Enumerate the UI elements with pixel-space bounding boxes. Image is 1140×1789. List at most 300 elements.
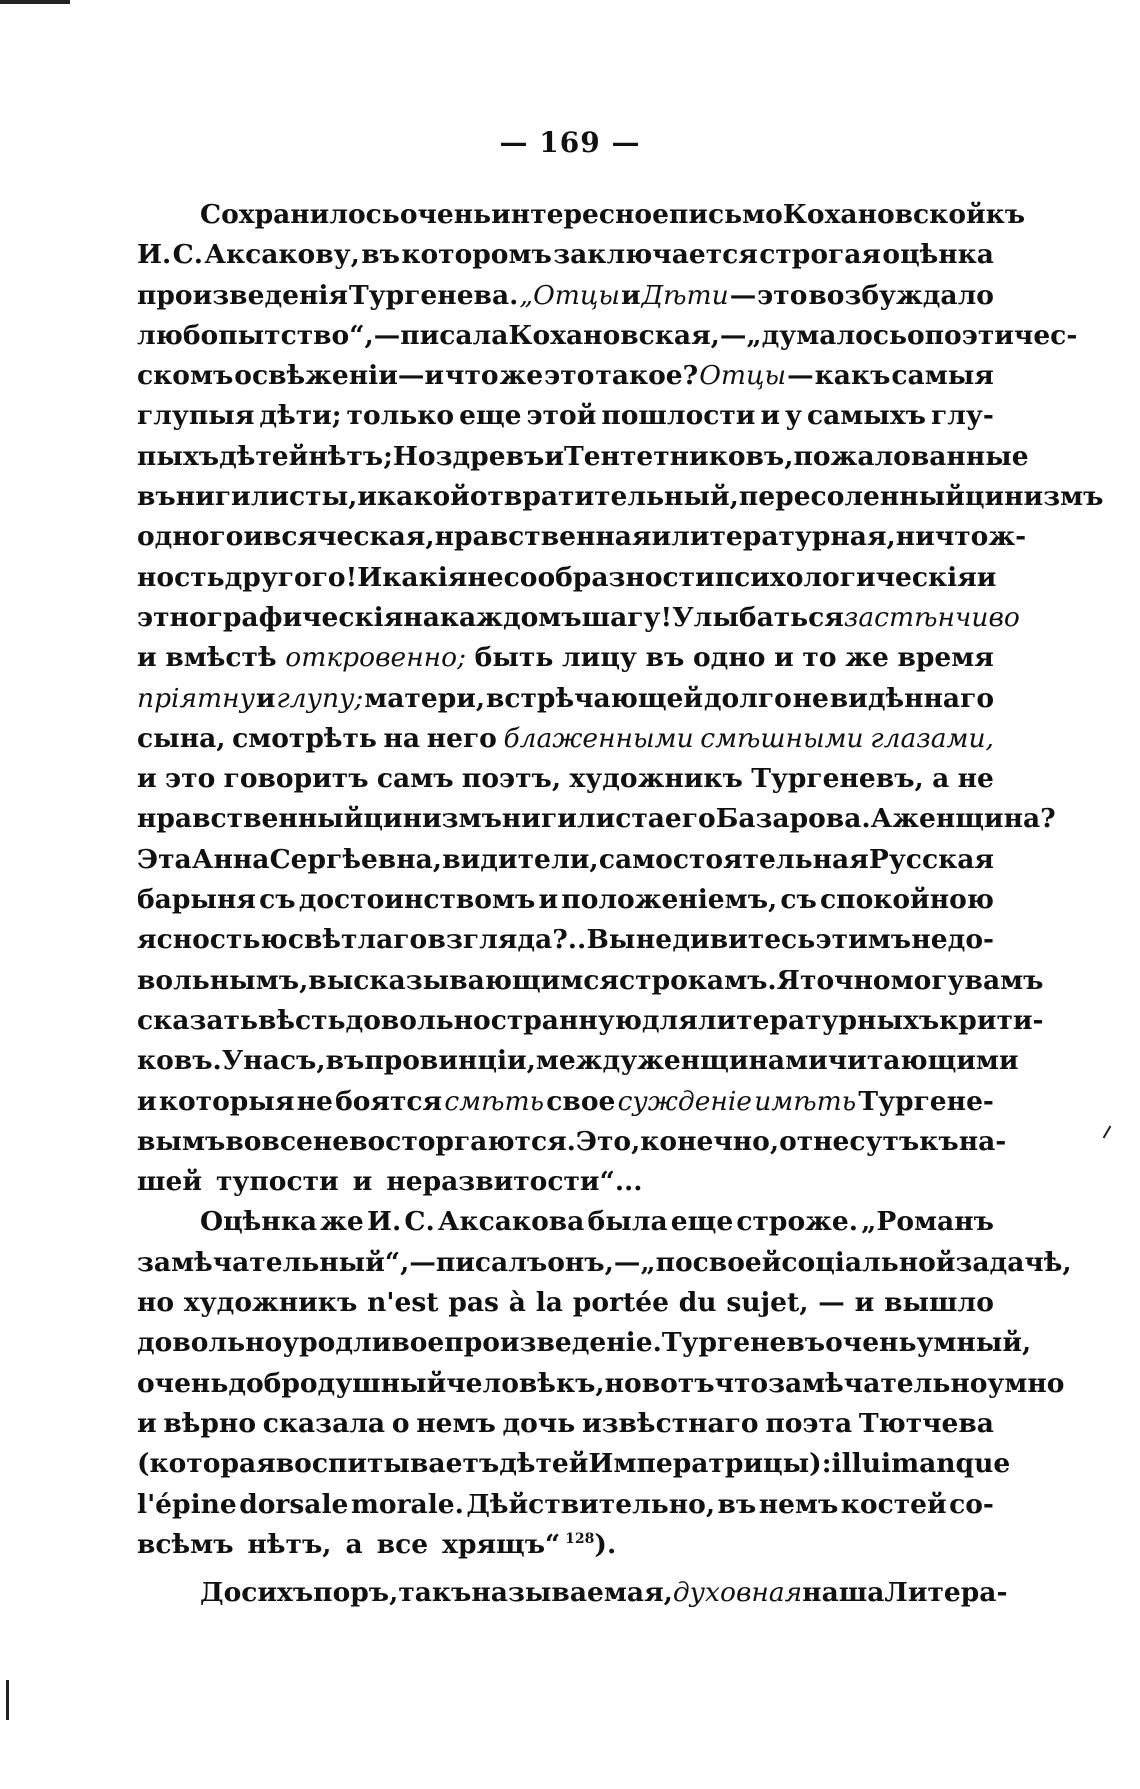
word: всѣмъ <box>137 1528 234 1560</box>
word: очень <box>825 1327 917 1359</box>
text-line <box>137 679 994 719</box>
word: Тургеневъ, <box>751 763 924 795</box>
text-line <box>137 799 1056 839</box>
word: Анна <box>191 843 270 875</box>
word: что <box>445 360 499 392</box>
word: говоритъ <box>223 763 369 795</box>
word: Кохановская,—„думалось <box>508 319 907 351</box>
word: довольно <box>137 1327 283 1359</box>
word: отнесутъ <box>779 1125 920 1157</box>
word: ничтож- <box>895 521 1027 553</box>
word: sujet, <box>726 1287 809 1319</box>
word: называемая, <box>471 1577 673 1609</box>
word: и <box>760 400 781 432</box>
word: немъ <box>758 1488 839 1520</box>
word: вольнымъ, <box>137 964 309 996</box>
word: сказать <box>137 1004 258 1036</box>
text-line <box>137 1444 1011 1484</box>
word: и <box>357 481 378 513</box>
word: провинціи, <box>364 1045 536 1077</box>
word: il <box>831 1448 852 1480</box>
word: освѣженіи—и <box>234 360 445 392</box>
word: замѣчательно <box>768 1367 988 1399</box>
word: сына, <box>137 722 226 754</box>
word: такъ <box>398 1577 472 1609</box>
word: Литера- <box>884 1577 1008 1609</box>
word: дѣти; <box>259 400 342 432</box>
text-line <box>137 1122 1007 1162</box>
word: вѣсть <box>257 1004 346 1036</box>
text-line <box>137 356 994 396</box>
word: не <box>635 924 673 956</box>
text-line <box>137 1202 994 1242</box>
word: же <box>320 1206 364 1238</box>
word: между <box>535 1045 638 1077</box>
word: глупыя <box>137 400 255 432</box>
word: у <box>785 400 803 432</box>
text-line <box>137 1573 1008 1613</box>
word: вотъ <box>641 1367 715 1399</box>
word: и <box>620 279 641 311</box>
word: Тургеневъ <box>661 1327 826 1359</box>
text-line <box>137 1162 994 1202</box>
word: достоинствомъ <box>298 884 536 916</box>
word: цинизмъ <box>363 803 502 835</box>
text-line <box>137 437 1029 477</box>
text-line <box>137 1323 1032 1363</box>
word: свое <box>546 1085 616 1117</box>
word: человѣкъ, <box>446 1367 605 1399</box>
word: Дѣйствительно, <box>466 1488 716 1520</box>
word: еще <box>459 400 522 432</box>
word: задачѣ, <box>955 1246 1072 1278</box>
word: не <box>296 1085 333 1117</box>
word: дѣтей <box>219 440 309 472</box>
word: — <box>818 1287 845 1319</box>
word: поръ, <box>313 1577 399 1609</box>
word: спокойною <box>820 884 994 916</box>
word: интересное <box>491 199 669 230</box>
word: и <box>243 521 263 553</box>
word: своей <box>692 1246 782 1278</box>
word: письмо <box>668 199 783 230</box>
word: литературныхъ <box>697 1004 940 1036</box>
word: У <box>221 1045 244 1077</box>
word: для <box>641 1004 698 1036</box>
word: воспитываетъ <box>275 1448 500 1480</box>
word: Улыбаться <box>672 601 844 633</box>
word: самъ <box>376 763 454 795</box>
word: самыя <box>891 360 994 392</box>
word: и <box>651 521 672 553</box>
word: добродушный <box>228 1367 447 1399</box>
word: lui <box>851 1448 892 1480</box>
text-line <box>137 517 1027 557</box>
word: костей <box>840 1488 947 1520</box>
word: барыня <box>137 884 256 916</box>
word: Дѣти <box>641 279 729 311</box>
word: съ <box>780 884 817 916</box>
word: С. <box>404 1206 435 1238</box>
word: дивитесь <box>672 924 816 956</box>
word: къ <box>985 199 1026 230</box>
word: Аксакова <box>437 1206 585 1238</box>
word: оцѣнка <box>882 239 994 271</box>
word: высказывающимся <box>308 964 620 996</box>
word: вышло <box>884 1287 994 1319</box>
word: и <box>137 1407 157 1439</box>
word: откровенно; <box>285 642 466 674</box>
word: Сохранилось <box>200 199 400 230</box>
word: цинизмъ <box>964 481 1104 513</box>
word: въ <box>361 239 400 271</box>
word: крити- <box>939 1004 1044 1036</box>
word: пошлости <box>601 400 756 432</box>
word: это <box>757 279 808 311</box>
word: n'est <box>367 1287 439 1319</box>
text-line <box>137 880 994 920</box>
word: только <box>346 400 455 432</box>
word: смѣть <box>444 1085 545 1117</box>
text-line <box>137 1243 1072 1283</box>
word: ность <box>137 561 225 593</box>
word: него <box>426 722 497 754</box>
word: какія <box>382 561 468 593</box>
word: Отцы <box>699 360 787 392</box>
word: morale. <box>350 1488 464 1520</box>
text-line <box>137 961 1044 1001</box>
word: дочь <box>502 1407 576 1439</box>
word: то <box>802 642 837 674</box>
body-text <box>137 195 1104 1613</box>
word: замѣчательный“,—писалъ <box>137 1246 548 1278</box>
word: не <box>312 1125 350 1157</box>
word: какъ <box>814 360 891 392</box>
text-line <box>137 1001 1044 1041</box>
word: несообразности <box>467 561 715 593</box>
word: встрѣчающей <box>485 682 704 714</box>
word: быть <box>474 642 554 674</box>
word: глу- <box>930 400 994 432</box>
word: соціальной <box>781 1246 956 1278</box>
word: недо- <box>911 924 994 956</box>
text-line <box>137 759 994 799</box>
word: и <box>137 763 157 795</box>
word: а <box>932 763 950 795</box>
word: въ <box>137 481 176 513</box>
word: видите <box>442 843 551 875</box>
word: А <box>870 803 893 835</box>
word: и <box>137 1085 157 1117</box>
word: еще <box>670 1206 734 1238</box>
word: пріятну <box>137 682 256 714</box>
word: произведеніе. <box>444 1327 662 1359</box>
word: восторгаются. <box>349 1125 576 1157</box>
word: „Романъ <box>861 1206 994 1238</box>
word: шагу! <box>581 601 673 633</box>
word: а <box>345 1528 363 1560</box>
word: dorsale <box>239 1488 349 1520</box>
word: умный, <box>916 1327 1032 1359</box>
word: на <box>403 601 440 633</box>
text-line <box>137 1041 1019 1081</box>
text-line <box>137 316 1078 356</box>
text-line <box>137 920 994 960</box>
word: на- <box>958 1125 1007 1157</box>
word: смѣшными <box>700 722 864 754</box>
word: pas <box>448 1287 499 1319</box>
word: глазами, <box>870 722 994 754</box>
word: поэтъ, <box>461 763 562 795</box>
word: и <box>255 682 276 714</box>
word: уродливое <box>282 1327 445 1359</box>
word: о <box>906 319 925 351</box>
word: пыхъ <box>137 440 220 472</box>
word: шей <box>137 1166 202 1198</box>
word: о <box>391 1407 410 1439</box>
word: очень <box>137 1367 229 1399</box>
word: и <box>774 642 794 674</box>
word: боятся <box>335 1085 443 1117</box>
word: все <box>376 1528 429 1560</box>
word: извѣстнаго <box>581 1407 759 1439</box>
word: немъ <box>416 1407 496 1439</box>
text-line <box>137 1485 994 1525</box>
word: Тентетниковъ, <box>563 440 794 472</box>
word: блаженными <box>503 722 694 754</box>
word: точно <box>800 964 891 996</box>
word: du <box>678 1287 717 1319</box>
word: самыхъ <box>806 400 927 432</box>
word: со- <box>949 1488 994 1520</box>
scan-speck <box>1103 1125 1112 1138</box>
word: Сергѣевна, <box>269 843 443 875</box>
word: и <box>854 1287 875 1319</box>
word: поэтичес- <box>924 319 1078 351</box>
word: его <box>664 803 716 835</box>
word: сужденіе <box>617 1085 752 1117</box>
word: строже. <box>736 1206 858 1238</box>
word: и <box>976 561 997 593</box>
word: же <box>845 642 889 674</box>
word: долго <box>703 682 792 714</box>
word: отвратительный, <box>469 481 739 513</box>
word: читающими <box>827 1045 1019 1077</box>
text-line <box>137 598 1020 638</box>
text-line <box>137 396 994 436</box>
word: одного <box>137 521 244 553</box>
word: въ <box>325 1045 365 1077</box>
word: скомъ <box>137 360 234 392</box>
text-line <box>137 558 997 598</box>
word: которыя <box>158 1085 295 1117</box>
word: строкамъ. <box>619 964 777 996</box>
word: женщинами <box>637 1045 828 1077</box>
word: каждомъ <box>439 601 582 633</box>
word: такое? <box>595 360 699 392</box>
word: пожалованные <box>793 440 1029 472</box>
word: этимъ <box>815 924 912 956</box>
word: Это, <box>575 1125 641 1157</box>
word: очень <box>399 199 492 230</box>
word: въ <box>645 642 685 674</box>
word: которомъ <box>401 239 552 271</box>
word: самостоятельная <box>598 843 869 875</box>
word: Оцѣнка <box>200 1206 317 1238</box>
word: „Отцы <box>519 279 620 311</box>
word: И. <box>137 239 172 271</box>
word: могу <box>890 964 965 996</box>
word: какой <box>377 481 470 513</box>
word: къ <box>919 1125 959 1157</box>
word: свѣтлаго <box>287 924 428 956</box>
word: l'épine <box>137 1488 237 1520</box>
word: не <box>957 763 994 795</box>
word: и <box>544 440 564 472</box>
word: portée <box>572 1287 669 1319</box>
word: Базарова. <box>715 803 871 835</box>
page-number: — 169 — <box>499 126 641 159</box>
word: и <box>352 1166 373 1198</box>
text-line <box>137 1364 1065 1404</box>
word: нигилиста <box>501 803 665 835</box>
word: время <box>897 642 994 674</box>
word: же <box>499 360 544 392</box>
word: manque <box>891 1448 1011 1480</box>
word: матери, <box>364 682 486 714</box>
word: Русская <box>868 843 994 875</box>
footnote-ref: 128 <box>560 1530 595 1547</box>
word: видѣннаго <box>829 682 994 714</box>
word: взгляда?.. <box>427 924 587 956</box>
word: вамъ <box>964 964 1044 996</box>
word: возбуждало <box>808 279 994 311</box>
word: — <box>729 279 757 311</box>
word: С. <box>172 239 203 271</box>
text-line <box>137 840 994 880</box>
word: И. <box>366 1206 402 1238</box>
word: нѣтъ; <box>308 440 393 472</box>
word: онъ,—„по <box>547 1246 693 1278</box>
word: Тургенева. <box>348 279 519 311</box>
word: странную <box>490 1004 642 1036</box>
word: Императрицы): <box>588 1448 832 1480</box>
word: этой <box>526 400 597 432</box>
word: но <box>137 1287 175 1319</box>
word: этнографическія <box>137 601 404 633</box>
word: Тютчева <box>858 1407 994 1439</box>
word: хрящъ“ $^{128}$). <box>442 1528 617 1560</box>
word: но <box>604 1367 642 1399</box>
word: произведенія <box>137 279 349 311</box>
text-line <box>137 638 994 678</box>
word: на <box>383 722 421 754</box>
word: заключается <box>553 239 758 271</box>
scan-speck <box>6 1680 9 1720</box>
scan-speck <box>0 0 70 4</box>
word: художникъ <box>569 763 743 795</box>
word: конечно, <box>640 1125 780 1157</box>
word: Тургене- <box>858 1085 994 1117</box>
word: насъ, <box>243 1045 326 1077</box>
text-line <box>137 1525 994 1565</box>
word: нигилисты, <box>175 481 358 513</box>
word: сказала <box>262 1407 386 1439</box>
word: наша <box>802 1577 885 1609</box>
word: ясностью <box>137 924 288 956</box>
word: нѣтъ, <box>247 1528 332 1560</box>
word: духовная <box>672 1577 803 1609</box>
word: нравственная <box>434 521 652 553</box>
text-line <box>137 477 1104 517</box>
word: Я <box>776 964 801 996</box>
text-line <box>137 1283 994 1323</box>
word: имѣть <box>754 1085 857 1117</box>
word: ковъ. <box>137 1045 222 1077</box>
word: въ <box>717 1488 757 1520</box>
word: женщина? <box>892 803 1056 835</box>
word: застѣнчиво <box>843 601 1020 633</box>
word: тупости <box>216 1166 339 1198</box>
word: la <box>535 1287 563 1319</box>
word: Вы <box>586 924 636 956</box>
word: любопытство“,—писала <box>137 319 509 351</box>
word: не <box>792 682 829 714</box>
word: что <box>714 1367 769 1399</box>
word: довольно <box>345 1004 491 1036</box>
word: другого! <box>224 561 358 593</box>
word: До <box>200 1577 242 1609</box>
word: вовсе <box>225 1125 313 1157</box>
word: одно <box>692 642 766 674</box>
word: была <box>587 1206 668 1238</box>
word: и <box>538 884 559 916</box>
word: умно <box>987 1367 1065 1399</box>
word: И <box>357 561 383 593</box>
word: вымъ <box>137 1125 226 1157</box>
word: художникъ <box>183 1287 358 1319</box>
word: (которая <box>137 1448 276 1480</box>
text-line <box>137 235 994 275</box>
word: неразвитости“... <box>386 1166 643 1198</box>
word: вмѣстѣ <box>165 642 277 674</box>
word: — <box>787 360 814 392</box>
word: глупу; <box>276 682 364 714</box>
text-line <box>137 195 1026 235</box>
word: вѣрно <box>163 1407 257 1439</box>
word: Эта <box>137 843 192 875</box>
word: и <box>137 642 157 674</box>
text-line <box>137 276 994 316</box>
word: психологическія <box>714 561 977 593</box>
word: à <box>508 1287 526 1319</box>
word: лицу <box>562 642 637 674</box>
word: пересоленный <box>738 481 965 513</box>
word: литературная, <box>671 521 896 553</box>
word: смотрѣть <box>232 722 377 754</box>
word: это <box>544 360 595 392</box>
word: строгая <box>759 239 881 271</box>
word: ли, <box>551 843 599 875</box>
word: поэта <box>765 1407 853 1439</box>
word: Аксакову, <box>204 239 360 271</box>
word: положеніемъ, <box>561 884 778 916</box>
word: Ноздревъ <box>392 440 545 472</box>
word: съ <box>259 884 296 916</box>
word: сихъ <box>241 1577 314 1609</box>
text-line <box>137 1082 994 1122</box>
word: нравственный <box>137 803 364 835</box>
